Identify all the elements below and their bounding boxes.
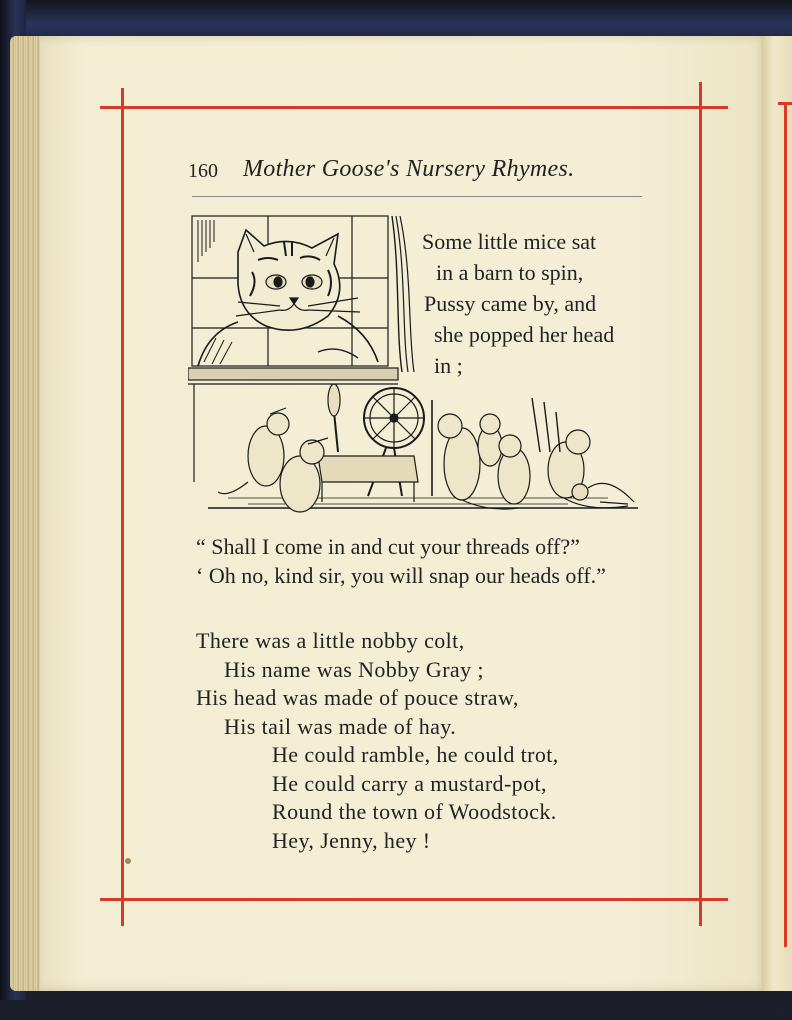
poem-line: He could ramble, he could trot, bbox=[272, 742, 559, 767]
running-title: Mother Goose's Nursery Rhymes. bbox=[243, 156, 575, 182]
poem-line: There was a little nobby colt, bbox=[196, 628, 465, 653]
frame-bottom-rule bbox=[100, 898, 728, 901]
side-verse-line: Pussy came by, and bbox=[424, 291, 597, 316]
poem-line: His name was Nobby Gray ; bbox=[224, 656, 484, 682]
page-number: 160 bbox=[188, 160, 218, 182]
poem-line: Round the town of Woodstock. bbox=[272, 799, 557, 824]
next-page-corner-letter: K bbox=[778, 1004, 788, 1019]
mice-left bbox=[248, 413, 324, 512]
frame-top-rule bbox=[100, 106, 728, 109]
poem-line: Hey, Jenny, hey ! bbox=[272, 827, 431, 853]
couplet-line: ‘ Oh no, kind sir, you will snap our heads off.” bbox=[196, 563, 606, 588]
mice-right bbox=[438, 414, 590, 504]
poem-line: His tail was made of hay. bbox=[224, 713, 457, 739]
side-verse-line: Some little mice sat bbox=[422, 229, 597, 254]
couplet-line: “ Shall I come in and cut your threads off?” bbox=[196, 534, 580, 559]
nobby-colt-poem bbox=[196, 627, 559, 855]
dialogue-couplet bbox=[196, 532, 606, 590]
poem-line: He could carry a mustard-pot, bbox=[272, 770, 547, 796]
side-verse-line: in a barn to spin, bbox=[436, 260, 584, 285]
side-verse bbox=[418, 226, 653, 381]
next-page-frame-left bbox=[784, 102, 787, 947]
side-verse-line: in ; bbox=[434, 353, 463, 378]
header-rule bbox=[192, 196, 642, 197]
paper-stain bbox=[125, 858, 131, 864]
cat-head bbox=[238, 230, 340, 330]
next-page-edge bbox=[762, 36, 792, 1019]
side-verse-line: she popped her head bbox=[434, 322, 615, 347]
frame-right-rule bbox=[699, 82, 702, 926]
frame-left-rule bbox=[121, 88, 124, 926]
book-cover-top bbox=[0, 0, 792, 40]
poem-line: His head was made of pouce straw, bbox=[196, 685, 519, 710]
